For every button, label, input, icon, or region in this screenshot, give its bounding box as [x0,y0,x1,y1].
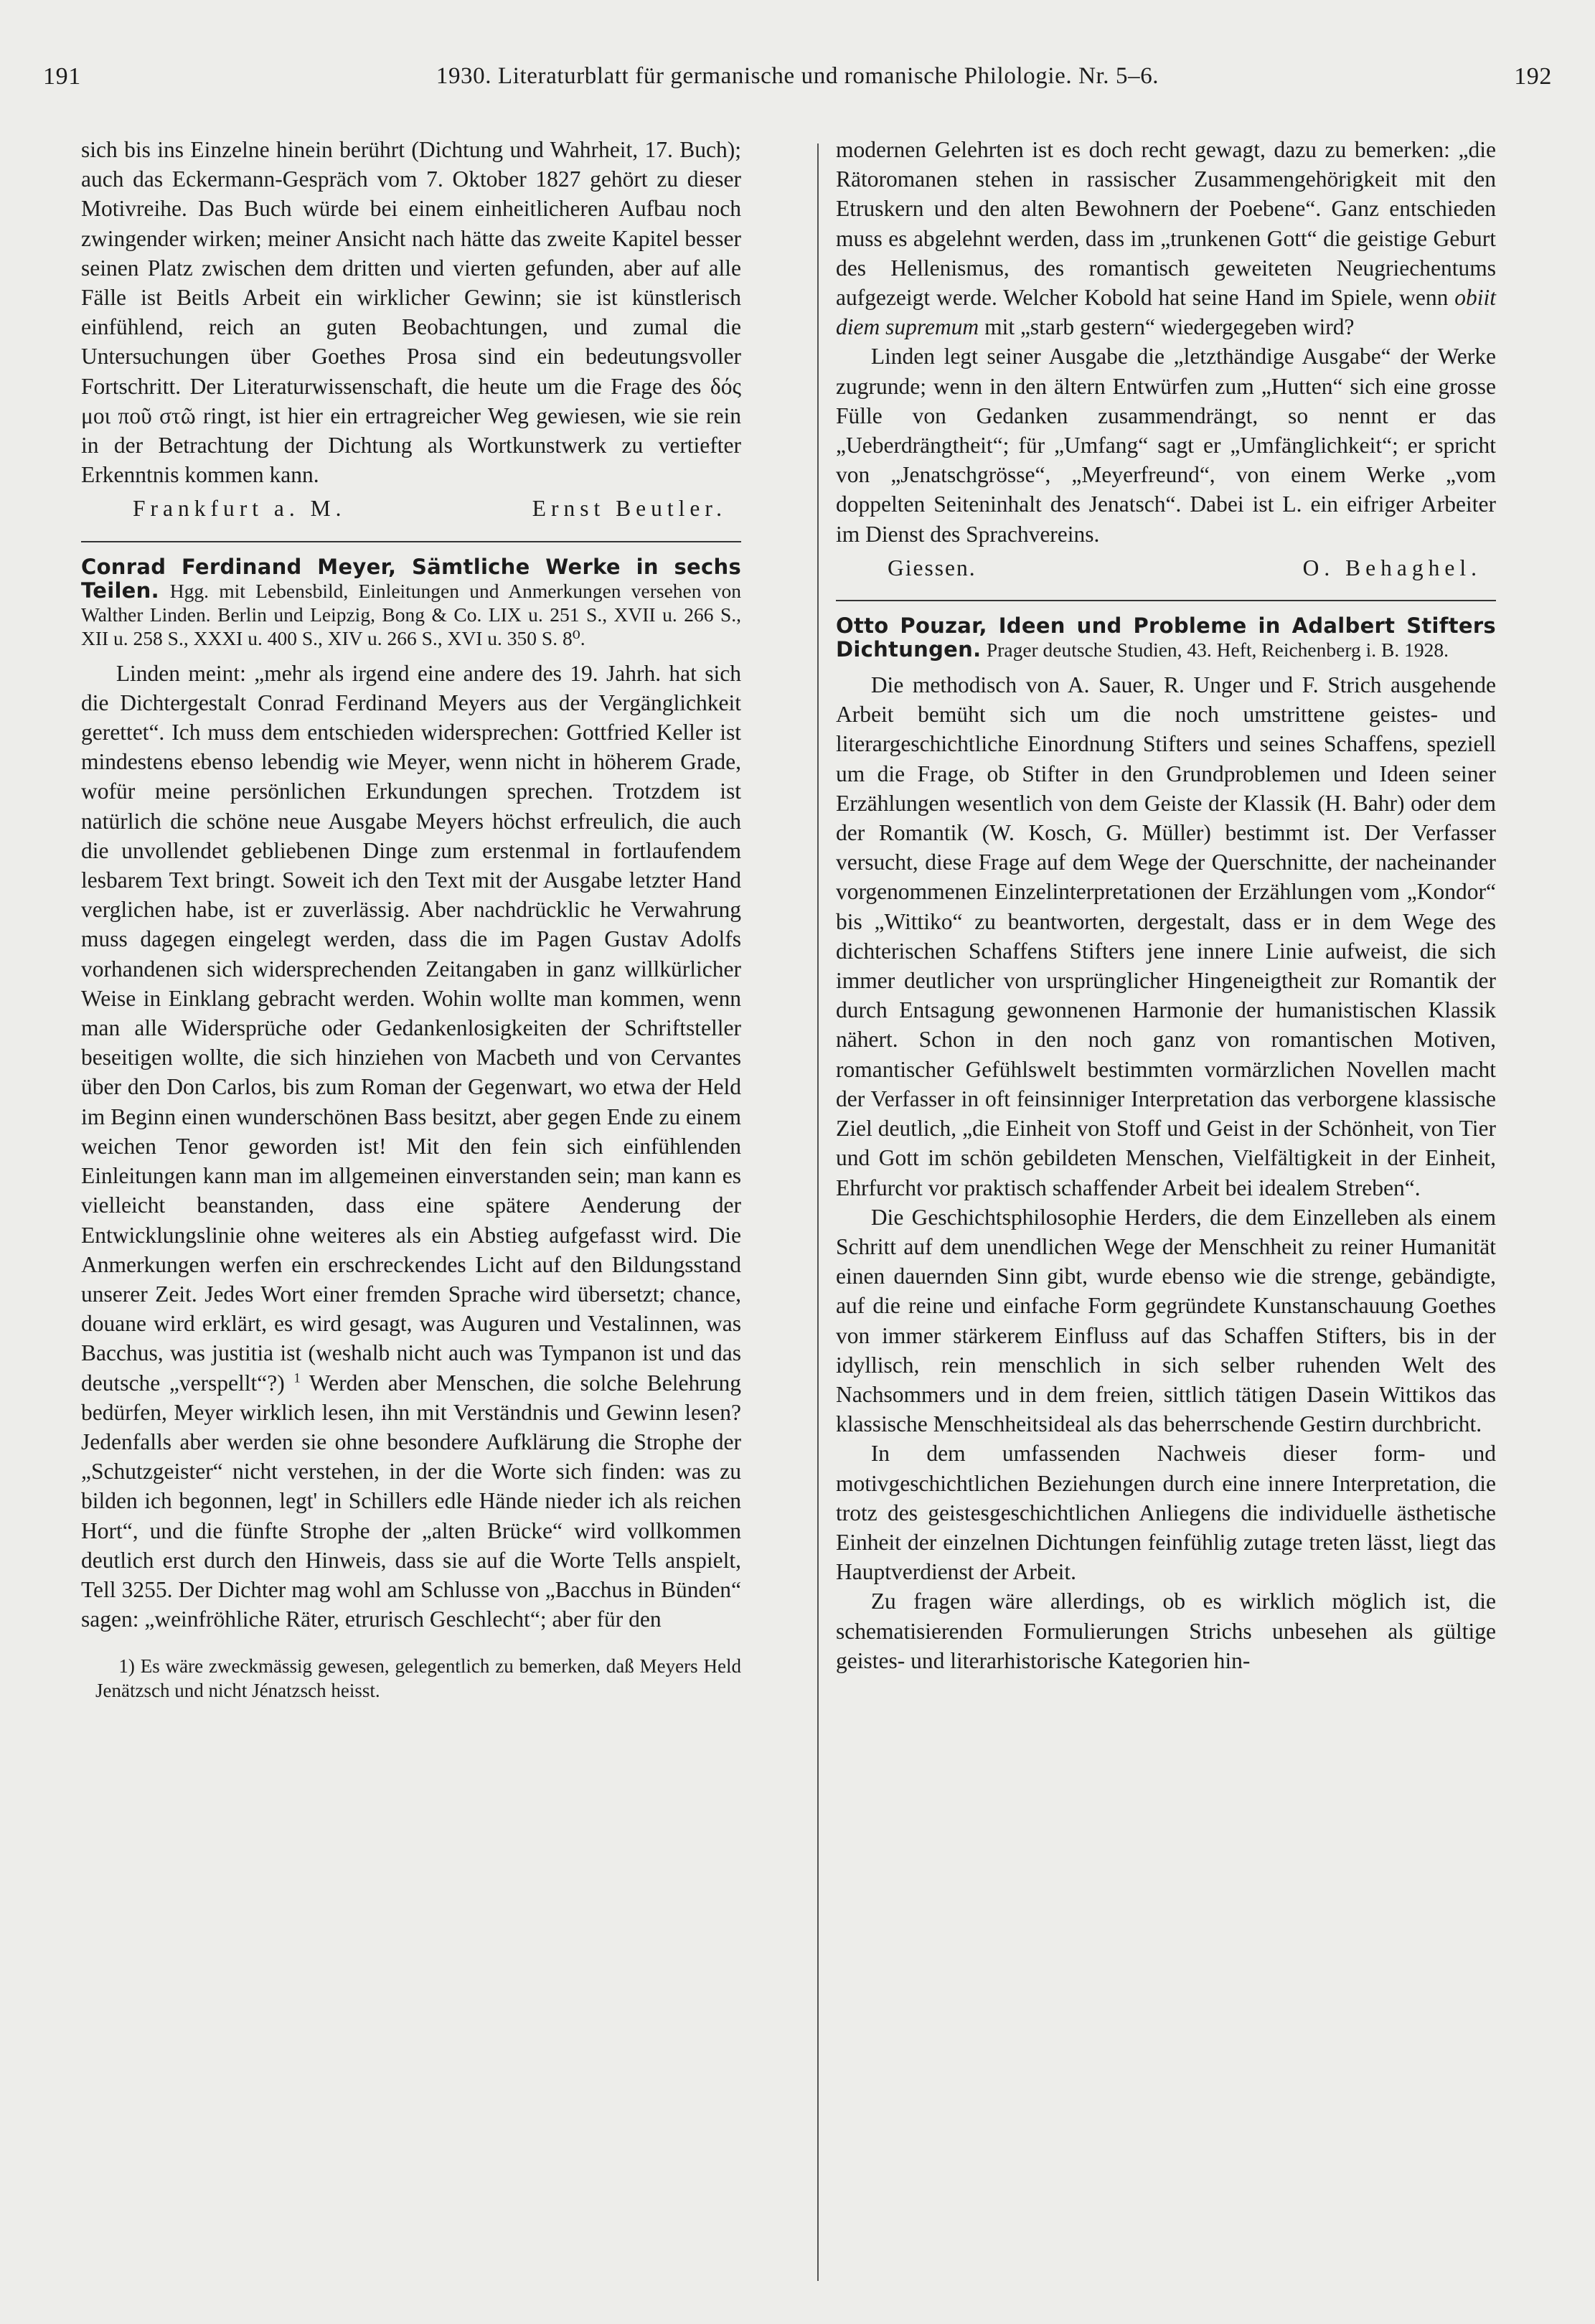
paragraph [81,659,741,1634]
running-header [43,63,1552,106]
paragraph: sich bis ins Einzelne hinein berührt (Dichtung und Wahrheit, 17. Buch); auch das Eckermann-Gespräch vom 7. Oktober 1827 gehört zu dieser Motivreihe. Das Buch würde bei einem einheitlicheren Aufbau noch zwingender wirken; meiner Ansicht nach hätte das zweite Kapitel besser seinen Platz zwischen dem dritten und vierten gefunden, aber auf alle Fälle ist Beitls Arbeit ein wirklicher Gewinn; sie ist künstlerisch einfühlend, reich an guten Beobachtungen, und zumal die Untersuchungen über Goethes Prosa sind ein bedeutungsvoller Fortschritt. Der Literaturwissenschaft, die heute um die Frage des δός μοι ποῦ στῶ ringt, ist hier ein ertragreicher Weg gewiesen, wie sie rein in der Betrachtung der Dichtung als Wortkunstwerk zu vertiefter Erkenntnis kommen kann. [81,137,741,488]
review-heading [836,614,1496,662]
page-number-right: 192 [1514,63,1552,90]
signature-author: O. Behaghel. [1302,555,1482,580]
footnote-text: 1) Es wäre zweckmässig gewesen, gelegentlich zu bemerken, daß Meyers Held Jenätzsch und nicht Jénatzsch heisst. [95,1655,741,1702]
review-heading [81,555,741,650]
column-rule [817,144,819,2281]
review-title: Otto Pouzar, Ideen und Probleme in Adalbert Stifters Dichtungen. [836,613,1496,662]
footnote-marker: 1 [293,1370,301,1386]
right-column [836,135,1496,1675]
latin-quote: obiit diem supremum [836,285,1496,340]
section-divider [81,541,741,542]
review-bibliography: Prager deutsche Studien, 43. Heft, Reichenberg i. B. 1928. [986,639,1449,662]
section-divider [836,600,1496,601]
signature-place: Giessen. [888,555,977,580]
paragraph: In dem umfassenden Nachweis dieser form- und motivgeschichtlichen Beziehungen durch eine innere Interpretation, die trotz des geistesgeschichtlichen Anliegens die individuelle ästhetische Einheit der einzelnen Dichtungen feinfühlig zutage treten lässt, liegt das Hauptverdienst der Arbeit. [836,1441,1496,1585]
left-column [81,135,741,1703]
signature-author: Ernst Beutler. [532,496,727,522]
paragraph: Die methodisch von A. Sauer, R. Unger und F. Strich ausgehende Arbeit bemüht sich um die noch umstrittene geistes- und literargeschichtliche Einordnung Stifters und seines Schaffens, speziell um die Frage, ob Stifter in den Grundproblemen und Ideen seiner Erzählungen wesentlich von dem Geiste der Klassik (H. Bahr) oder dem der Romantik (W. Kosch, G. Müller) bestimmt ist. Der Verfasser versucht, diese Frage auf dem Wege der Querschnitte, der nacheinander vorgenommenen Einzelinterpretationen der Erzählungen vom „Kondor“ bis „Wittiko“ zu beantworten, dergestalt, dass er in dem Wege des dichterischen Schaffens Stifters jene innere Linie aufweist, die sich immer deutlicher von ursprünglicher Hingeneigtheit zur Romantik der durch Entsagung gewonnenen Harmonie der humanistischen Klassik nähert. Schon in den noch ganz von romantischen Motiven, romantischer Gefühlswelt bestimmten vormärzlichen Novellen macht der Verfasser in oft feinsinniger Interpretation das verborgene klassische Ziel deutlich, „die Einheit von Stoff und Geist in der Schönheit, von Tier und Gott im schön gebildeten Menschen, Vielfältigkeit in der Einheit, Ehrfurcht vor praktisch schaffender Arbeit bei idealem Streben“. [836,672,1496,1200]
paragraph: Zu fragen wäre allerdings, ob es wirklich möglich ist, die schematisierenden Formulierungen Strichs unbesehen als gültige geistes- und literarhistorische Kategorien hin- [836,1589,1496,1673]
review-bibliography: Hgg. mit Lebensbild, Einleitungen und Anmerkungen versehen von Walther Linden. Berlin und Leipzig, Bong & Co. LIX u. 251 S., XVII u. 266 S., XII u. 258 S., XXXI u. 400 S., XIV u. 266 S., XVI u. 350 S. 8⁰. [81,579,742,649]
paragraph-text: Werden aber Menschen, die solche Belehrung bedürfen, Meyer wirklich lesen, ihn mit Verständnis und Gewinn lesen? Jedenfalls aber werden sie ohne besondere Aufklärung die Strophe der „Schutzgeister“ nicht verstehen, in der die Worte sich finden: was zu bilden ich begonnen, legt' in Schillers edle Hände nieder ich als reichen Hort“, und die fünfte Strophe der „alten Brücke“ wird vollkommen deutlich erst durch den Hinweis, dass sie auf die Worte Tells anspielt, Tell 3255. Der Dichter mag wohl am Schlusse von „Bacchus in Bünden“ sagen: „weinfröhliche Räter, etrurisch Geschlecht“; aber für den [81,1370,741,1632]
signature-place: Frankfurt a. M. [133,496,347,522]
paragraph [836,135,1496,342]
paragraph: Linden legt seiner Ausgabe die „letzthändige Ausgabe“ der Werke zugrunde; wenn in den ältern Entwürfen zum „Hutten“ sich eine grosse Fülle von Gedanken zusammendrängt, so nennt er das „Ueberdrängtheit“; für „Umfang“ sagt er „Umfänglichkeit“; er spricht von „Jenatschgrösse“, „Meyerfreund“, von einem Werke „vom doppelten Seiteninhalt des Jenatsch“. Dabei ist L. ein eifriger Arbeiter im Dienst des Sprachvereins. [836,344,1496,547]
paragraph-text: mit „starb gestern“ wiedergegeben wird? [984,314,1355,340]
page-number-left: 191 [43,63,81,90]
signature [836,553,1496,583]
review-title: Conrad Ferdinand Meyer, Sämtliche Werke in sechs Teilen. [81,554,741,603]
paragraph: Die Geschichtsphilosophie Herders, die dem Einzelleben als einem Schritt auf dem unendlichen Wege der Menschheit zu reiner Humanität einen dauernden Sinn gibt, wurde ebenso wie die strenge, gebändigte, auf die reine und einfache Form gegründete Kunstanschauung Goethes von immer stärkerem Einfluss auf das Schaffen Stifters, bis in der idyllisch, rein menschlich in sich selber ruhenden Welt des Nachsommers und in dem freien, sittlich tätigen Dasein Wittikos das klassische Menschheitsideal als das beherrschende Gestirn durchbricht. [836,1204,1496,1437]
paragraph-text: modernen Gelehrten ist es doch recht gewagt, dazu zu bemerken: „die Rätoromanen stehen in rassischer Zusammengehörigkeit mit den Etruskern und den alten Bewohnern der Poebene“. Ganz entschieden muss es abgelehnt werden, dass im „trunkenen Gott“ die geistige Geburt des Hellenismus, des romantisch geweiteten Neugriechentums aufgezeigt werde. Welcher Kobold hat seine Hand im Spiele, wenn [836,137,1496,311]
footnote [81,1654,741,1703]
paragraph-text: Linden meint: „mehr als irgend eine andere des 19. Jahrh. hat sich die Dichtergestalt Conrad Ferdinand Meyers aus der Vergänglichkeit gerettet“. Ich muss dem entschieden widersprechen: Gottfried Keller ist mindestens ebenso lebendig wie Meyer, wenn nicht in höherem Grade, wofür meine persönlichen Erkundungen sprechen. Trotzdem ist natürlich die schöne neue Ausgabe Meyers höchst erfreulich, die auch die unvollendet gebliebenen Dinge zum erstenmal in fortlaufendem lesbarem Text bringt. Soweit ich den Text mit der Ausgabe letzter Hand verglichen habe, ist er zuverlässig. Aber nachdrücklic he Verwahrung muss dagegen eingelegt werden, dass die im Pagen Gustav Adolfs vorhandenen sich widersprechenden Zeitangaben in ganz willkürlicher Weise in Einklang gebracht werden. Wohin wollte man kommen, wenn man alle Widersprüche oder Gedankenlosigkeiten der Schriftsteller beseitigen wollte, die sich hinziehen von Macbeth und von Cervantes über den Don Carlos, bis zum Roman der Gegenwart, wo etwa der Held im Beginn einen wunderschönen Bass besitzt, aber gegen Ende zu einem weichen Tenor geworden ist! Mit den fein sich einfühlenden Einleitungen kann man im allgemeinen einverstanden sein; man kann es vielleicht beanstanden, dass eine spätere Aenderung der Entwicklungslinie ohne weiteres als ein Abstieg aufgefasst wird. Die Anmerkungen werfen ein erschreckendes Licht auf den Bildungsstand unserer Zeit. Jedes Wort einer fremden Sprache wird übersetzt; chance, douane wird erklärt, es wird gesagt, was Auguren und Vestalinnen, was Bacchus, was justitia ist (weshalb nicht auch was Tympanon ist und das deutsche „verspellt“?) [81,660,741,1396]
signature [81,494,741,523]
journal-title: 1930. Literaturblatt für germanische und romanische Philologie. Nr. 5–6. [436,63,1159,89]
